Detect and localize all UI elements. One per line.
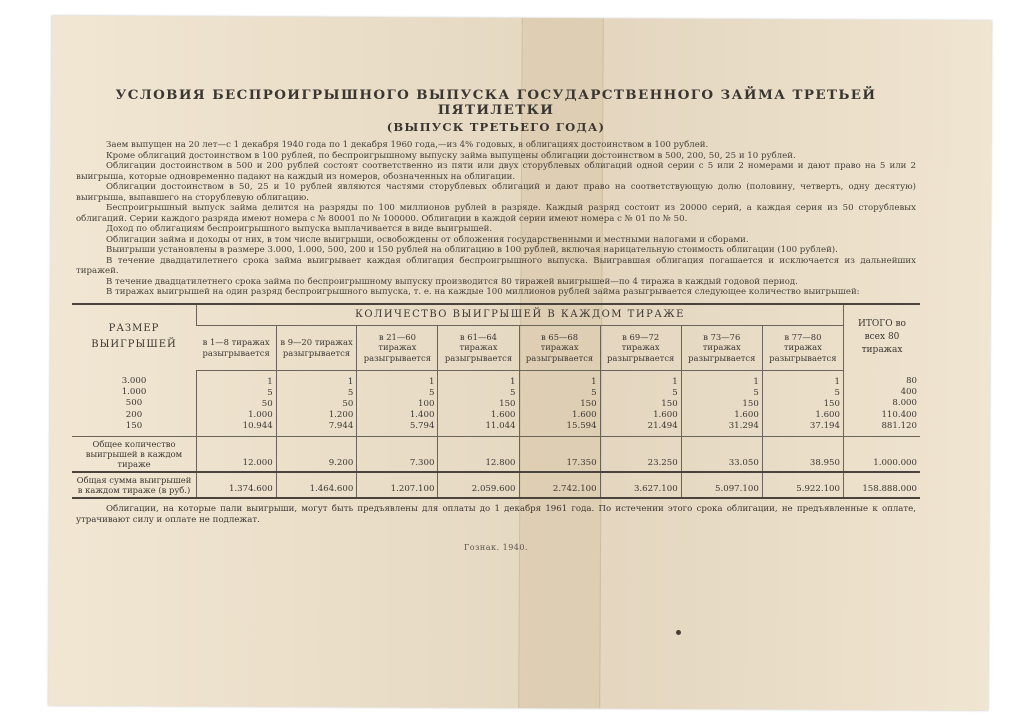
paragraph: Облигации достоинством в 50, 25 и 10 рублей являются частями сторублевых облигаций и дают право на соответствующую долю (половину, четверть, одну десятую) выигрыша, выпавшего на сторублевую облигацию. — [76, 182, 916, 203]
count-value: 1.200 — [328, 410, 354, 421]
count-value: 50 — [342, 398, 354, 409]
table-row — [72, 370, 920, 437]
paragraph: В течение двадцатилетнего срока займа по беспроигрышному выпуску производится 80 тиражей выигрышей—по 4 тиража в каждый годовой период. — [106, 276, 798, 287]
total-sum-value: 3.627.100 — [600, 472, 681, 498]
count-value: 11.044 — [485, 421, 516, 432]
column-header: в 77—80 тиражах разыгрывается — [762, 325, 843, 370]
count-value: 5 — [510, 387, 516, 398]
group-header: КОЛИЧЕСТВО ВЫИГРЫШЕЙ В КАЖДОМ ТИРАЖЕ — [197, 304, 844, 326]
count-value: 1 — [753, 376, 759, 387]
counts-cell — [276, 370, 357, 437]
sizes-cell — [72, 370, 197, 437]
count-value: 1.600 — [815, 410, 840, 421]
total-sum-value: 1.374.600 — [197, 472, 277, 498]
count-value: 150 — [580, 398, 597, 409]
counts-cell — [197, 370, 277, 437]
counts-cell — [357, 370, 438, 437]
count-value: 1.400 — [409, 410, 435, 421]
printer-imprint: Гознак. 1940. — [463, 543, 529, 553]
column-header: в 73—76 тиражах разыгрывается — [681, 325, 762, 370]
total-value: 881.120 — [881, 420, 917, 431]
counts-cell — [762, 370, 843, 437]
count-value: 5 — [672, 387, 678, 398]
total-count-value: 17.350 — [519, 437, 600, 473]
total-count-value: 12.800 — [438, 437, 519, 473]
size-value: 500 — [125, 398, 143, 409]
total-sum-value: 5.097.100 — [681, 472, 762, 498]
column-header: в 61—64 тиражах разыгрывается — [438, 325, 519, 370]
count-value: 7.944 — [328, 421, 354, 432]
counts-cell — [681, 370, 762, 437]
count-value: 150 — [823, 398, 840, 409]
count-value: 5 — [591, 387, 597, 398]
total-value: 400 — [900, 387, 917, 398]
count-value: 150 — [661, 398, 678, 409]
paragraph: Кроме облигаций достоинством в 100 рублей, по беспроигрышному выпуску займа выпущены облигации достоинством в 500, 200, 50, 25 и 10 рублей. — [106, 150, 796, 161]
count-value: 1 — [834, 376, 840, 387]
count-value: 1.600 — [572, 410, 597, 421]
count-value: 1 — [428, 376, 435, 387]
prize-table — [72, 303, 920, 500]
column-header: в 65—68 тиражах разыгрывается — [519, 325, 600, 370]
size-value: 1.000 — [121, 387, 147, 398]
count-value: 37.194 — [809, 421, 840, 432]
paragraph: Выигрыши установлены в размере 3.000, 1.000, 500, 200 и 150 рублей на облигацию в 100 рублей, включая нарицательную стоимость облигации (100 рублей). — [106, 245, 838, 255]
document-title: УСЛОВИЯ БЕСПРОИГРЫШНОГО ВЫПУСКА ГОСУДАРСТВЕННОГО ЗАЙМА ТРЕТЬЕЙ ПЯТИЛЕТКИ — [115, 87, 877, 118]
total-sum-value: 1.207.100 — [357, 472, 438, 498]
count-value: 5 — [267, 387, 273, 398]
count-value: 1 — [672, 376, 678, 387]
paragraph: Облигации займа и доходы от них, в том числе выигрыши, освобождены от обложения государственными и местными налогами и сборами. — [106, 234, 749, 245]
column-header: в 69—72 тиражах разыгрывается — [600, 325, 681, 370]
count-value: 1.600 — [653, 410, 678, 421]
count-value: 31.294 — [728, 421, 759, 432]
document-subtitle: (ВЫПУСК ТРЕТЬЕГО ГОДА) — [386, 120, 606, 134]
size-value: 3.000 — [121, 376, 147, 386]
count-value: 1.000 — [248, 410, 273, 421]
total-sum-row — [72, 472, 920, 498]
total-value: 110.400 — [881, 409, 917, 420]
count-value: 1.600 — [734, 410, 759, 421]
total-sum-value: 2.742.100 — [519, 472, 600, 498]
total-count-row — [72, 437, 920, 473]
counts-cell — [600, 370, 681, 437]
size-value: 150 — [125, 420, 143, 431]
count-value: 1 — [591, 376, 597, 387]
total-count-value: 33.050 — [681, 437, 762, 473]
total-sum-value: 5.922.100 — [762, 472, 843, 498]
column-header: в 9—20 тиражах разыгрывается — [276, 325, 357, 370]
bond-conditions — [72, 88, 920, 552]
paragraph: В течение двадцатилетнего срока займа выигрывает каждая облигация беспроигрышного выпуска. Выигравшая облигация погашается и исключается из дальнейших тиражей. — [76, 255, 916, 276]
count-value: 1 — [347, 376, 354, 387]
size-header: РАЗМЕР ВЫИГРЫШЕЙ — [91, 323, 177, 351]
count-value: 5 — [753, 387, 759, 398]
paragraph: В тиражах выигрышей на один разряд беспроигрышного выпуска, т. е. на каждые 100 миллионов рублей займа разыгрывается следующее количество выигрышей: — [106, 287, 860, 297]
count-value: 5 — [834, 387, 840, 398]
grand-total-count: 1.000.000 — [844, 437, 921, 473]
paragraph: Доход по облигациям беспроигрышного выпуска выплачивается в виде выигрышей. — [106, 224, 493, 234]
totals-cell — [844, 370, 921, 437]
count-value: 5 — [428, 387, 435, 398]
count-value: 1 — [510, 376, 516, 387]
paragraph: Беспроигрышный выпуск займа делится на разряды по 100 миллионов рублей в разряде. Каждый разряд состоит из 20000 серий, а каждая серия из 50 сторублевых облигаций. Серии каждого разряда имеют номера с № 80001 по № 100000. Облигации в каждой серии имеют номера с № 01 по № 50. — [76, 203, 916, 224]
count-value: 21.494 — [647, 421, 678, 432]
count-value: 10.944 — [242, 421, 273, 432]
total-value: 80 — [906, 376, 917, 386]
row-label: Общая сумма выигрышей в каждом тираже (в руб.) — [72, 472, 197, 498]
total-sum-value: 2.059.600 — [438, 472, 519, 498]
footer-note: Облигации, на которые пали выигрыши, могут быть предъявлены для оплаты до 1 декабря 1961 года. По истечении этого срока облигации, не предъявленные к оплате, утрачивают силу и оплате не подлежат. — [76, 504, 916, 525]
paragraph: Облигации достоинством в 500 и 200 рублей состоят соответственно из пяти или двух сторублевых облигаций одной серии с 5 или 2 номерами и дают право на 5 или 2 выигрыша, которые одновременно падают на каждый из номеров, обозначенных на облигации. — [76, 161, 916, 182]
counts-cell — [438, 370, 519, 437]
total-count-value: 7.300 — [357, 437, 438, 473]
column-header: в 21—60 тиражах разыгрывается — [357, 325, 438, 370]
row-label: Общее количество выигрышей в каждом тираже — [72, 437, 197, 473]
count-value: 5.794 — [409, 421, 435, 432]
count-value: 150 — [742, 398, 759, 409]
total-sum-value: 1.464.600 — [276, 472, 357, 498]
total-header: ИТОГО во всех 80 тиражах — [844, 304, 921, 371]
count-value: 5 — [347, 387, 354, 398]
total-count-value: 23.250 — [600, 437, 681, 473]
counts-cell — [519, 370, 600, 437]
paragraph: Заем выпущен на 20 лет—с 1 декабря 1940 года по 1 декабря 1960 года,—из 4% годовых, в облигациях достоинством в 100 рублей. — [106, 140, 709, 150]
count-value: 150 — [499, 398, 516, 409]
total-value: 8.000 — [892, 398, 917, 409]
count-value: 15.594 — [566, 421, 597, 432]
count-value: 1 — [267, 376, 273, 387]
total-count-value: 9.200 — [276, 437, 357, 473]
total-count-value: 38.950 — [762, 437, 843, 473]
size-value: 200 — [125, 409, 143, 420]
count-value: 1.600 — [490, 410, 516, 421]
count-value: 50 — [261, 398, 273, 409]
total-count-value: 12.000 — [197, 437, 277, 473]
column-header: в 1—8 тиражах разыгрывается — [197, 325, 277, 370]
count-value: 100 — [418, 398, 435, 409]
grand-total-sum: 158.888.000 — [844, 472, 921, 498]
ink-spot — [676, 630, 681, 635]
